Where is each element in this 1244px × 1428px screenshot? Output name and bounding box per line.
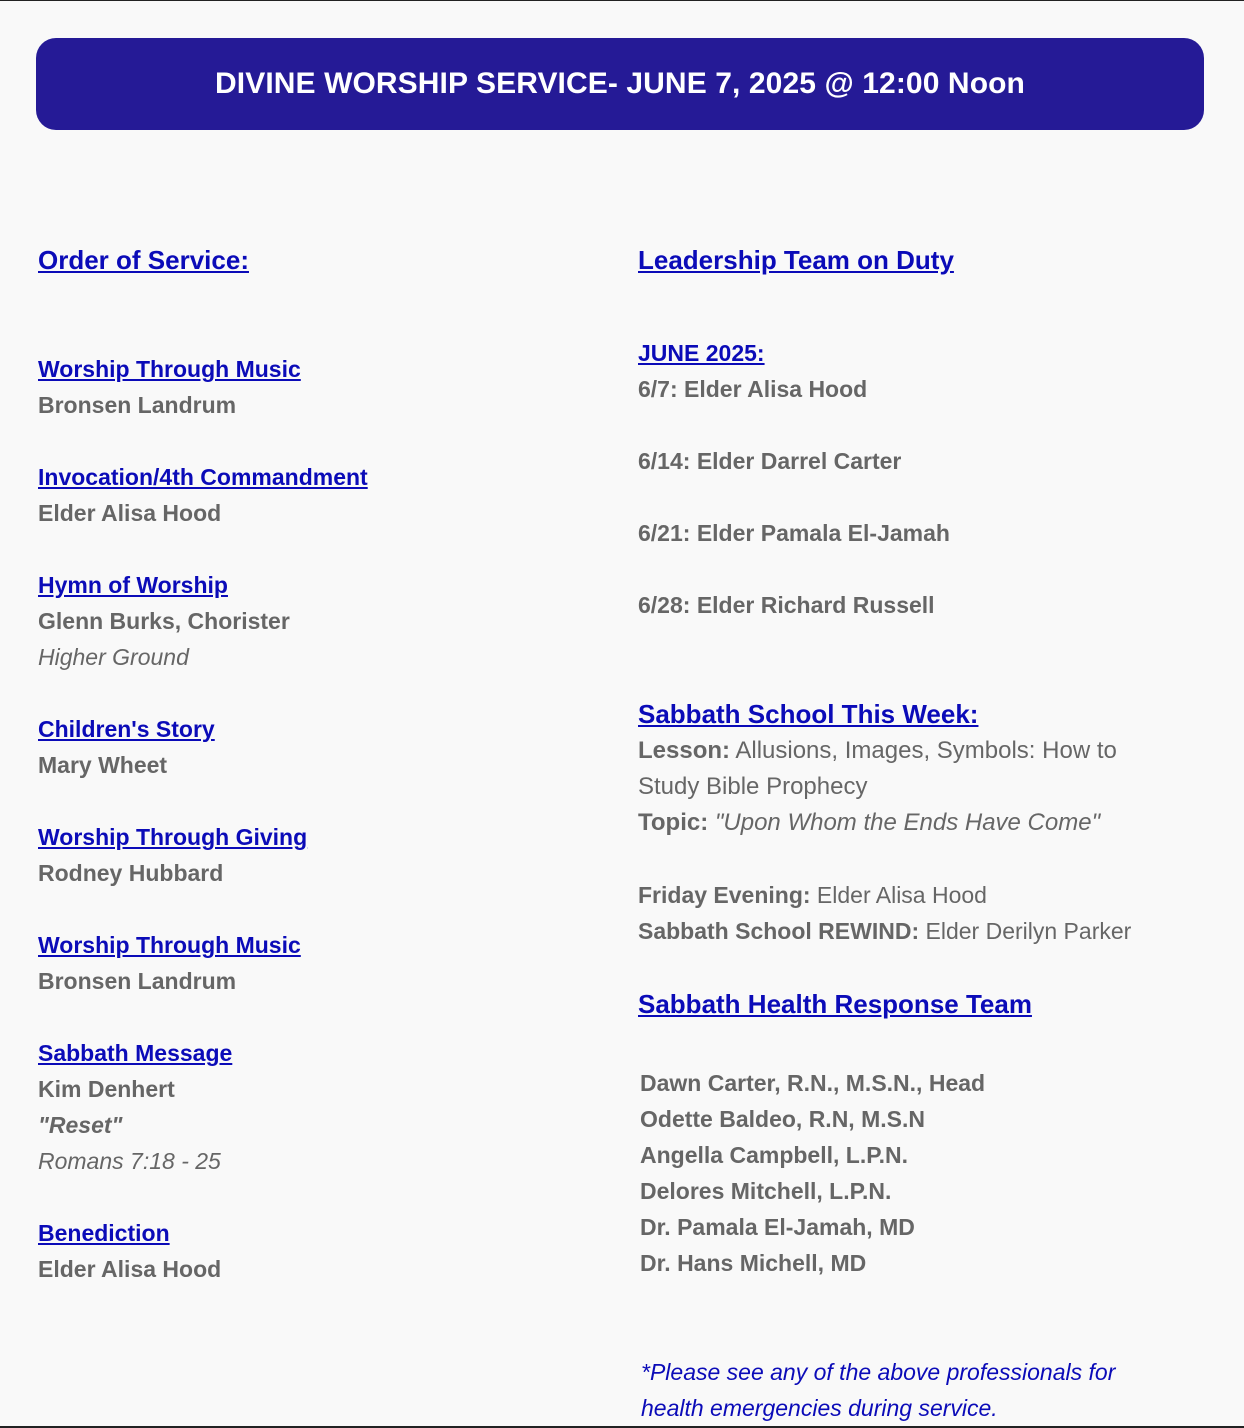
service-item-person: Glenn Burks, Chorister	[38, 608, 290, 634]
service-item-title[interactable]: Worship Through Music	[38, 356, 301, 382]
lesson-line-2: Study Bible Prophecy	[638, 773, 868, 800]
leadership-entry: 6/14: Elder Darrel Carter	[638, 448, 902, 474]
service-item-title[interactable]: Children's Story	[38, 716, 215, 742]
service-item-person: Rodney Hubbard	[38, 860, 224, 886]
topic-line	[638, 809, 1100, 837]
service-item-title[interactable]: Worship Through Giving	[38, 824, 308, 850]
topic-label: Topic:	[638, 809, 709, 836]
health-emergency-note	[641, 1354, 1161, 1426]
lesson-line	[638, 737, 1117, 765]
service-title-banner	[36, 38, 1204, 130]
service-item-title[interactable]: Hymn of Worship	[38, 572, 228, 598]
service-item-person: Mary Wheet	[38, 752, 168, 778]
leadership-heading[interactable]: Leadership Team on Duty	[638, 245, 954, 275]
service-item-person: Bronsen Landrum	[38, 968, 237, 994]
hymn-name: Higher Ground	[38, 644, 189, 670]
health-team-member: Dr. Pamala El-Jamah, MD	[640, 1214, 915, 1240]
service-item-person: Kim Denhert	[38, 1076, 175, 1102]
service-item-title[interactable]: Invocation/4th Commandment	[38, 464, 368, 490]
service-item-title[interactable]: Worship Through Music	[38, 932, 301, 958]
rewind-line	[638, 918, 1131, 945]
lesson-text: Allusions, Images, Symbols: How to	[730, 737, 1117, 764]
note-line: *Please see any of the above professionals for	[641, 1359, 1116, 1385]
health-team-heading[interactable]: Sabbath Health Response Team	[638, 989, 1032, 1019]
service-item-title[interactable]: Sabbath Message	[38, 1040, 233, 1066]
service-item-person: Elder Alisa Hood	[38, 1256, 222, 1282]
health-team-member: Dawn Carter, R.N., M.S.N., Head	[640, 1070, 986, 1096]
service-title: DIVINE WORSHIP SERVICE- JUNE 7, 2025 @ 12:00 Noon	[215, 67, 1025, 100]
sabbath-school-heading[interactable]: Sabbath School This Week:	[638, 699, 979, 729]
topic-text: "Upon Whom the Ends Have Come"	[708, 809, 1101, 836]
leadership-month[interactable]: JUNE 2025:	[638, 340, 765, 366]
health-team-member: Angella Campbell, L.P.N.	[640, 1142, 908, 1168]
service-item-person: Elder Alisa Hood	[38, 500, 222, 526]
scripture-reference: Romans 7:18 - 25	[38, 1148, 221, 1174]
health-team-member: Delores Mitchell, L.P.N.	[640, 1178, 892, 1204]
sermon-title: "Reset"	[38, 1112, 123, 1138]
leadership-entry: 6/28: Elder Richard Russell	[638, 592, 935, 618]
leadership-entry: 6/21: Elder Pamala El-Jamah	[638, 520, 950, 546]
note-line: health emergencies during service.	[641, 1395, 998, 1421]
service-item-title[interactable]: Benediction	[38, 1220, 170, 1246]
leadership-entry: 6/7: Elder Alisa Hood	[638, 376, 868, 402]
health-team-member: Dr. Hans Michell, MD	[640, 1250, 867, 1276]
friday-evening-text: Elder Alisa Hood	[810, 882, 987, 908]
friday-evening-line	[638, 882, 987, 909]
order-of-service-heading[interactable]: Order of Service:	[38, 245, 249, 275]
health-team-member: Odette Baldeo, R.N, M.S.N	[640, 1106, 925, 1132]
friday-evening-label: Friday Evening:	[638, 882, 811, 908]
rewind-label: Sabbath School REWIND:	[638, 918, 920, 944]
rewind-text: Elder Derilyn Parker	[919, 918, 1132, 944]
service-item-person: Bronsen Landrum	[38, 392, 237, 418]
lesson-label: Lesson:	[638, 737, 731, 764]
